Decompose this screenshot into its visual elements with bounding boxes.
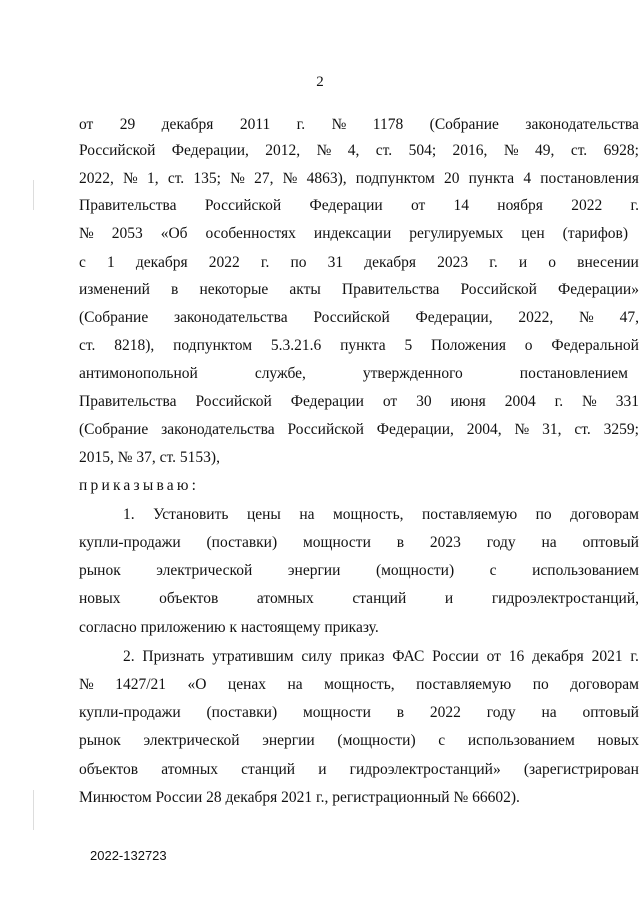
word: 1427/21 [115, 676, 167, 693]
word: 2022 [571, 197, 603, 214]
word: 504; [408, 142, 437, 159]
text-line [79, 674, 639, 696]
word: 2022, [518, 309, 554, 326]
word: ст. [375, 142, 393, 159]
word: с [438, 732, 446, 749]
word: 16 [508, 648, 525, 665]
scan-edge-mark [33, 790, 34, 830]
word: в [171, 281, 179, 298]
word: электрической [156, 562, 253, 579]
word: использованием [467, 732, 575, 749]
word: 5 [404, 337, 413, 354]
word: 2004, [466, 421, 502, 438]
word: 49, [535, 142, 555, 159]
word: 2023 [429, 534, 461, 551]
word: Правительства [79, 393, 177, 410]
text-line [79, 335, 639, 357]
word: атомных [161, 761, 219, 778]
word: (тарифов) [562, 225, 628, 242]
word: № [582, 393, 597, 410]
text-line: Минюстом России 28 декабря 2021 г., регистрационный № 66602). [79, 789, 520, 806]
word: законодательства [525, 116, 639, 133]
word: Положения [431, 337, 506, 354]
word: № [316, 142, 332, 159]
word: № [79, 676, 94, 693]
word: ст. [79, 337, 96, 354]
word: Российской [204, 197, 282, 214]
word: купли-продажи [79, 534, 181, 551]
word: 2. [123, 648, 135, 665]
word: поставляемую [416, 676, 512, 693]
word: энергии [262, 732, 315, 749]
word: мощность, [332, 506, 404, 523]
word: оптовый [582, 704, 639, 721]
word: 4, [347, 142, 360, 159]
word: о [548, 254, 557, 271]
word: (мощности) [375, 562, 455, 579]
word: году [486, 704, 516, 721]
word: службе, [254, 365, 306, 382]
word: Российской [460, 281, 537, 298]
word: с [79, 254, 86, 271]
word: цены [246, 506, 281, 523]
word: в [396, 704, 405, 721]
word: Федерации [309, 197, 383, 214]
word: 31, [542, 421, 562, 438]
word: и [318, 761, 327, 778]
word: Признать [142, 648, 205, 665]
word: г. [260, 254, 270, 271]
text-line [123, 504, 639, 526]
word: № [230, 170, 245, 187]
word: 2022 [429, 704, 461, 721]
word: законодательства [174, 309, 288, 326]
text-line [79, 730, 639, 752]
word: 2021 [591, 648, 623, 665]
word: «Об [160, 225, 188, 242]
word: энергии [287, 562, 341, 579]
word: гидроэлектростанций, [491, 590, 639, 607]
word: цен [521, 225, 545, 242]
word: Федеральной [551, 337, 639, 354]
word: 2053 [111, 225, 143, 242]
word: от [382, 393, 398, 410]
word: станций [352, 590, 407, 607]
word: на [287, 676, 303, 693]
word: пункта [340, 337, 386, 354]
word: 331 [615, 393, 639, 410]
word: № [79, 225, 94, 242]
word: (поставки) [206, 534, 278, 551]
word: (мощности) [337, 732, 416, 749]
word: 1, [147, 170, 159, 187]
word: ФАС [392, 648, 425, 665]
scan-edge-mark [33, 180, 34, 210]
word: России [432, 648, 479, 665]
word: (Собрание [79, 421, 149, 438]
word: постановления [540, 170, 639, 187]
word: новых [79, 590, 121, 607]
word: (поставки) [206, 704, 278, 721]
word: 4 [523, 170, 532, 187]
word: Правительства [341, 281, 440, 298]
word: 20 [443, 170, 460, 187]
text-line [79, 759, 639, 781]
word: индексации [313, 225, 392, 242]
word: декабря [161, 116, 214, 133]
word: 2011 [239, 116, 271, 133]
word: от [410, 197, 426, 214]
word: подпунктом [355, 170, 435, 187]
word: 8218), [114, 337, 155, 354]
page-number: 2 [316, 74, 324, 90]
word: на [541, 534, 557, 551]
word: 1. [123, 506, 135, 523]
word: № [282, 170, 298, 187]
word: 1178 [372, 116, 404, 133]
word: приказ [339, 648, 385, 665]
word: использованием [532, 562, 639, 579]
text-line [79, 419, 639, 441]
text-line [79, 391, 639, 413]
word: новых [597, 732, 639, 749]
word: 14 [453, 197, 470, 214]
text-line [79, 168, 639, 190]
text-line [79, 114, 639, 136]
word: изменений [79, 281, 150, 298]
word: Российской [313, 309, 390, 326]
word: декабря [364, 254, 416, 271]
word: ноября [497, 197, 543, 214]
word: № [579, 309, 594, 326]
word: «О [187, 676, 207, 693]
word: внесении [577, 254, 639, 271]
word: от [486, 648, 501, 665]
word: договорам [570, 506, 639, 523]
word: 5.3.21.6 [270, 337, 322, 354]
word: от [79, 116, 94, 133]
word: 2022 [208, 254, 240, 271]
text-line [79, 363, 628, 385]
text-line: приказываю: [79, 477, 200, 494]
word: антимонопольной [79, 365, 198, 382]
word: Российской [79, 142, 156, 159]
word: электрической [143, 732, 240, 749]
word: г. [630, 197, 639, 214]
word: мощность, [324, 676, 395, 693]
word: (Собрание [79, 309, 149, 326]
word: 2016, [452, 142, 488, 159]
word: 4863), [306, 170, 347, 187]
word: и [444, 590, 454, 607]
word: 3259; [603, 421, 639, 438]
word: 6928; [603, 142, 639, 159]
word: (Собрание [429, 116, 499, 133]
word: г. [554, 393, 564, 410]
word: (зарегистрирован [523, 761, 639, 778]
text-line: согласно приложению к настоящему приказу. [79, 619, 379, 636]
word: ст. [167, 170, 185, 187]
word: Федерации, [376, 421, 454, 438]
word: декабря [135, 254, 188, 271]
text-line [79, 195, 639, 217]
word: г. [489, 254, 498, 271]
text-line: 2015, № 37, ст. 5153), [79, 449, 220, 466]
word: мощности [302, 534, 371, 551]
word: атомных [256, 590, 314, 607]
word: Федерации [290, 393, 364, 410]
word: 2012, [265, 142, 301, 159]
word: 1 [107, 254, 115, 271]
word: № [514, 421, 530, 438]
word: регулируемых [409, 225, 504, 242]
word: № [331, 116, 347, 133]
word: рынок [79, 732, 121, 749]
word: договорам [570, 676, 639, 693]
word: Правительства [79, 197, 177, 214]
text-line [123, 646, 639, 668]
text-line [79, 702, 639, 724]
text-line [79, 307, 639, 329]
word: 2023 [437, 254, 469, 271]
document-registration-code: 2022-132723 [90, 848, 167, 863]
word: году [486, 534, 516, 551]
word: мощности [302, 704, 371, 721]
word: пункта [468, 170, 515, 187]
word: 2022, [79, 170, 114, 187]
word: рынок [79, 562, 121, 579]
word: Российской [287, 421, 364, 438]
word: особенностях [205, 225, 296, 242]
text-line [79, 223, 628, 245]
word: Федерации, [171, 142, 249, 159]
word: Федерации, [415, 309, 493, 326]
word: № [503, 142, 519, 159]
word: г. [630, 648, 639, 665]
word: с [489, 562, 497, 579]
word: 27, [254, 170, 274, 187]
text-line [79, 252, 639, 274]
word: Установить [153, 506, 229, 523]
word: объектов [159, 590, 219, 607]
word: законодательства [161, 421, 275, 438]
text-line [79, 588, 639, 610]
word: гидроэлектростанций» [349, 761, 501, 778]
word: объектов [79, 761, 139, 778]
word: по [290, 254, 307, 271]
word: по [535, 506, 552, 523]
text-line [79, 560, 639, 582]
word: г. [296, 116, 306, 133]
word: оптовый [582, 534, 639, 551]
word: утвержденного [362, 365, 463, 382]
word: ценах [227, 676, 267, 693]
word: утратившим [212, 648, 294, 665]
text-line [79, 279, 639, 301]
word: на [541, 704, 557, 721]
word: силу [301, 648, 333, 665]
word: по [532, 676, 549, 693]
word: о [524, 337, 533, 354]
word: на [299, 506, 315, 523]
text-line [79, 532, 639, 554]
word: 29 [119, 116, 136, 133]
word: № [123, 170, 138, 187]
word: 47, [619, 309, 639, 326]
word: станций [241, 761, 296, 778]
word: купли-продажи [79, 704, 181, 721]
word: и [518, 254, 528, 271]
word: поставляемую [422, 506, 518, 523]
word: в [396, 534, 405, 551]
word: постановлением [519, 365, 628, 382]
word: июня [450, 393, 486, 410]
word: Федерации» [558, 281, 639, 298]
word: 31 [327, 254, 344, 271]
word: акты [289, 281, 321, 298]
word: подпунктом [173, 337, 253, 354]
word: 2004 [504, 393, 536, 410]
word: некоторые [199, 281, 269, 298]
word: ст. [574, 421, 591, 438]
word: декабря [532, 648, 584, 665]
word: ст. [570, 142, 588, 159]
word: 135; [193, 170, 221, 187]
word: 30 [416, 393, 432, 410]
text-line [79, 140, 639, 162]
word: Российской [195, 393, 272, 410]
